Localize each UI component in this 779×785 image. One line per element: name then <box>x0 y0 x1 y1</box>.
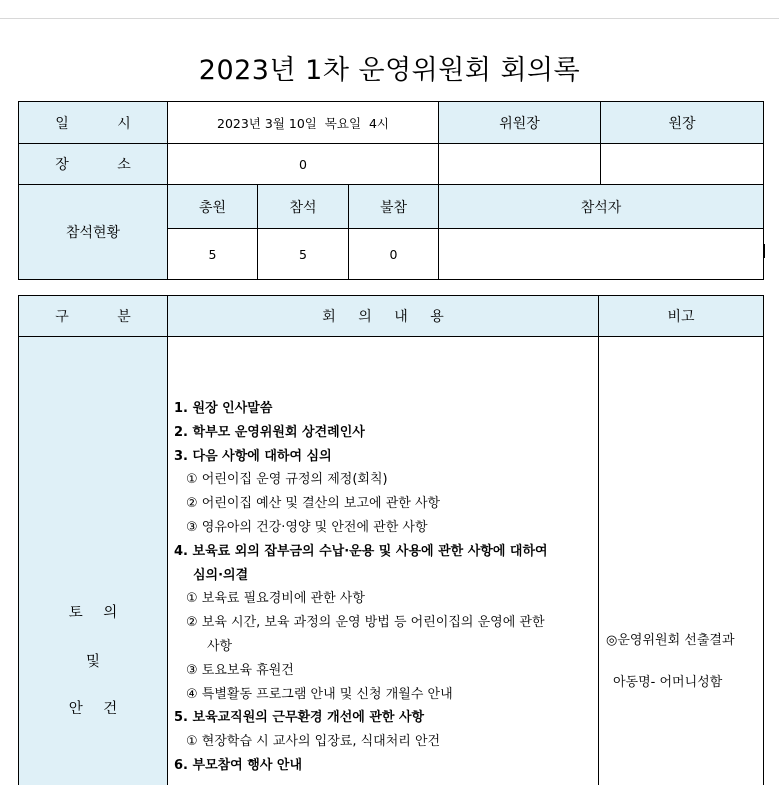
agenda-item: 4. 보육료 외의 잡부금의 수납·운용 및 사용에 관한 사항에 대하여 <box>174 543 548 559</box>
place-value: 0 <box>168 144 439 185</box>
date-label <box>19 102 168 144</box>
absent-value: 0 <box>349 229 439 280</box>
total-value: 5 <box>168 229 258 280</box>
place-extra-1 <box>439 144 601 185</box>
present-label: 참석 <box>258 185 349 229</box>
remarks-header: 비고 <box>599 296 764 337</box>
agenda-subitem: ③ 영유아의 건강·영양 및 안전에 관한 사항 <box>186 519 428 535</box>
document-title: 2023년 1차 운영위원회 회의록 <box>198 55 581 86</box>
remarks-note-2: 아동명- 어머니성함 <box>613 675 723 690</box>
agenda-subitem: ② 보육 시간, 보육 과정의 운영 방법 등 어린이집의 운영에 관한 <box>186 615 545 631</box>
remarks-note-1: ◎운영위원회 선출결과 <box>606 633 735 648</box>
agenda-subitem-continued: 사항 <box>207 638 233 654</box>
content-header-text: 회 의 내 용 <box>322 309 453 325</box>
chair-label: 위원장 <box>439 102 601 144</box>
place-label <box>19 144 168 185</box>
agenda-subitem: ② 어린이집 예산 및 결산의 보고에 관한 사항 <box>186 496 441 512</box>
agenda-subitem: ① 어린이집 운영 규정의 제정(회칙) <box>186 472 388 488</box>
total-label: 총원 <box>168 185 258 229</box>
text-cursor <box>764 244 765 258</box>
date-value: 2023년 3월 10일 목요일 4시 <box>168 102 439 144</box>
content-header <box>168 296 599 337</box>
attendance-label: 참석현황 <box>19 185 168 280</box>
absent-label: 불참 <box>349 185 439 229</box>
agenda-item: 1. 원장 인사말씀 <box>174 401 273 416</box>
attendees-value[interactable] <box>439 229 764 280</box>
attendees-label: 참석자 <box>439 185 764 229</box>
place-extra-2 <box>601 144 764 185</box>
agenda-list <box>174 397 594 778</box>
category-line-1: 토 의 <box>68 605 126 621</box>
category-line-2: 및 <box>85 654 108 670</box>
agenda-subitem: ③ 토요보육 휴원건 <box>186 662 294 678</box>
date-label-text: 일 시 <box>55 115 153 132</box>
agenda-subitem: ④ 특별활동 프로그램 안내 및 신청 개월수 안내 <box>186 686 453 702</box>
category-header <box>19 296 168 337</box>
place-label-text: 장 소 <box>55 157 153 173</box>
category-header-text: 구 분 <box>55 309 153 325</box>
agenda-item: 5. 보육교직원의 근무환경 개선에 관한 사항 <box>174 710 425 726</box>
agenda-item: 3. 다음 사항에 대하여 심의 <box>174 448 332 464</box>
page-top-rule <box>0 18 779 19</box>
remarks-cell[interactable] <box>599 337 764 785</box>
agenda-item: 6. 부모참여 행사 안내 <box>174 757 303 773</box>
agenda-subitem: ① 보육료 필요경비에 관한 사항 <box>186 591 365 607</box>
agenda-item: 2. 학부모 운영위원회 상견례인사 <box>174 424 365 440</box>
category-line-3: 안 건 <box>68 701 126 717</box>
agenda-subitem: ① 현장학습 시 교사의 입장료, 식대처리 안건 <box>186 734 441 750</box>
agenda-item-continued: 심의·의결 <box>193 567 249 583</box>
chair-value: 원장 <box>601 102 764 144</box>
present-value: 5 <box>258 229 349 280</box>
